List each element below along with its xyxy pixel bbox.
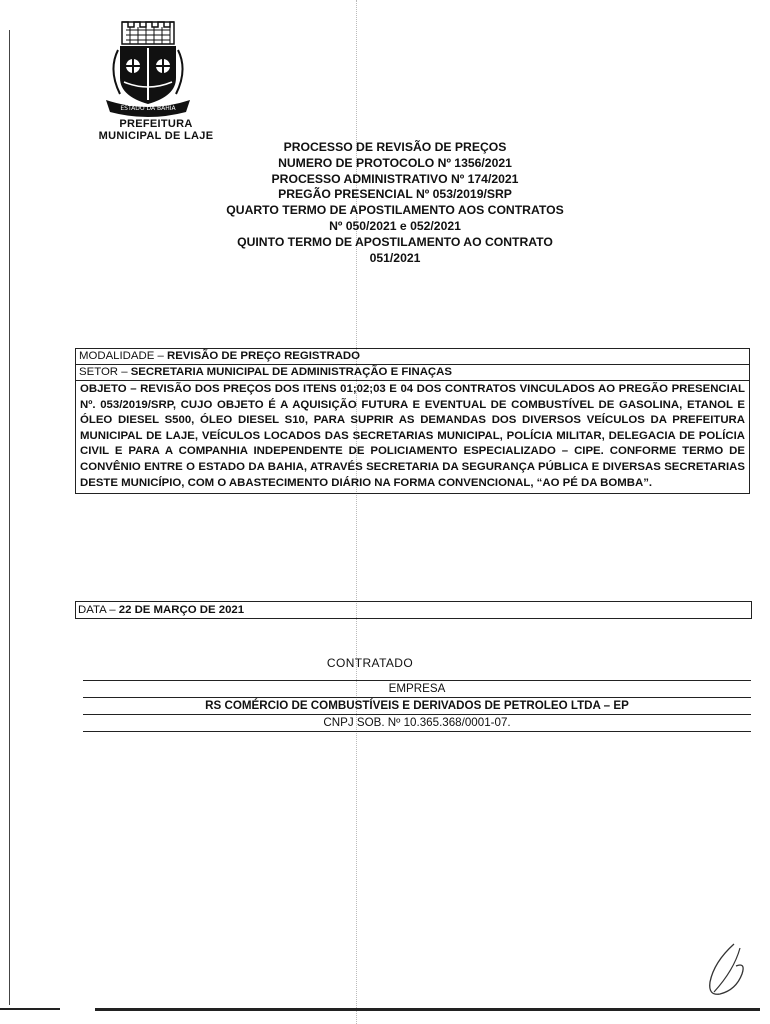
- header-line: PREGÃO PRESENCIAL Nº 053/2019/SRP: [278, 187, 512, 202]
- header-line: QUARTO TERMO DE APOSTILAMENTO AOS CONTRATOS: [226, 203, 564, 218]
- empresa-cnpj: CNPJ SOB. Nº 10.365.368/0001-07.: [83, 714, 751, 732]
- bottom-rule: [95, 1008, 760, 1011]
- empresa-box: [83, 680, 751, 732]
- setor-row: [75, 364, 750, 380]
- modalidade-value: REVISÃO DE PREÇO REGISTRADO: [166, 350, 361, 362]
- page-left-edge: [9, 30, 10, 1005]
- setor-value: SECRETARIA MUNICIPAL DE ADMINISTRAÇÃO E FINAÇAS: [130, 366, 452, 378]
- header-line: Nº 050/2021 e 052/2021: [329, 218, 461, 233]
- header-line: PROCESSO ADMINISTRATIVO Nº 174/2021: [271, 171, 519, 186]
- prefeitura-line-2: MUNICIPAL DE LAJE: [98, 130, 214, 142]
- objeto-text: OBJETO – REVISÃO DOS PREÇOS DOS ITENS 01;02;03 E 04 DOS CONTRATOS VINCULADOS AO PREGÃO PRESENCIAL Nº. 053/2019/SRP, CUJO OBJETO É A AQUISIÇÃO FUTURA E EVENTUAL DE COMBUSTÍVEL DE GASOLINA, ETANOL E ÓLEO DIESEL S500, ÓLEO DIESEL S10, PARA SUPRIR AS DEMANDAS DOS DIVERSOS VEÍCULOS DA PREFEITURA MUNICIPAL DE LAJE, VEÍCULOS LOCADOS DAS SECRETARIAS MUNICIPAL, POLÍCIA MILITAR, DELEGACIA DE POLÍCIA CIVIL E PARA A COMPANHIA INDEPENDENTE DE POLICIAMENTO ESPECIALIZADO – CIPE. CONFORME TERMO DE CONVÊNIO ENTRE O ESTADO DA BAHIA, ATRAVÉS SECRETARIA DA SEGURANÇA PÚBLICA E DIVERSAS SECRETARIAS DESTE MUNICÍPIO, COM O ABASTECIMENTO DIÁRIO NA FORMA CONVENCIONAL, “AO PÉ DA BOMBA”.: [75, 380, 750, 494]
- modalidade-row: [75, 348, 750, 364]
- process-info-box: [75, 348, 750, 494]
- modalidade-label: MODALIDADE –: [79, 350, 167, 362]
- prefeitura-line-1: PREFEITURA: [119, 118, 193, 130]
- header-line: 051/2021: [369, 250, 421, 265]
- handwritten-initials: [700, 940, 750, 1000]
- coat-of-arms-logo: [100, 20, 196, 120]
- setor-label: SETOR –: [79, 366, 131, 378]
- header-line: QUINTO TERMO DE APOSTILAMENTO AO CONTRATO: [237, 234, 553, 249]
- empresa-label: EMPRESA: [83, 680, 751, 697]
- prefeitura-label: [80, 118, 232, 142]
- date-row: [75, 601, 752, 619]
- date-value: 22 DE MARÇO DE 2021: [118, 604, 245, 616]
- date-label: DATA –: [78, 604, 119, 616]
- document-header: [170, 140, 620, 266]
- svg-text:ESTADO DA BAHIA: ESTADO DA BAHIA: [120, 105, 176, 112]
- contratado-title: CONTRATADO: [326, 656, 414, 670]
- header-line: NUMERO DE PROTOCOLO Nº 1356/2021: [278, 155, 512, 170]
- empresa-name: RS COMÉRCIO DE COMBUSTÍVEIS E DERIVADOS DE PETROLEO LTDA – EP: [83, 697, 751, 714]
- header-line: PROCESSO DE REVISÃO DE PREÇOS: [283, 140, 507, 154]
- bottom-rule-left: [0, 1008, 60, 1010]
